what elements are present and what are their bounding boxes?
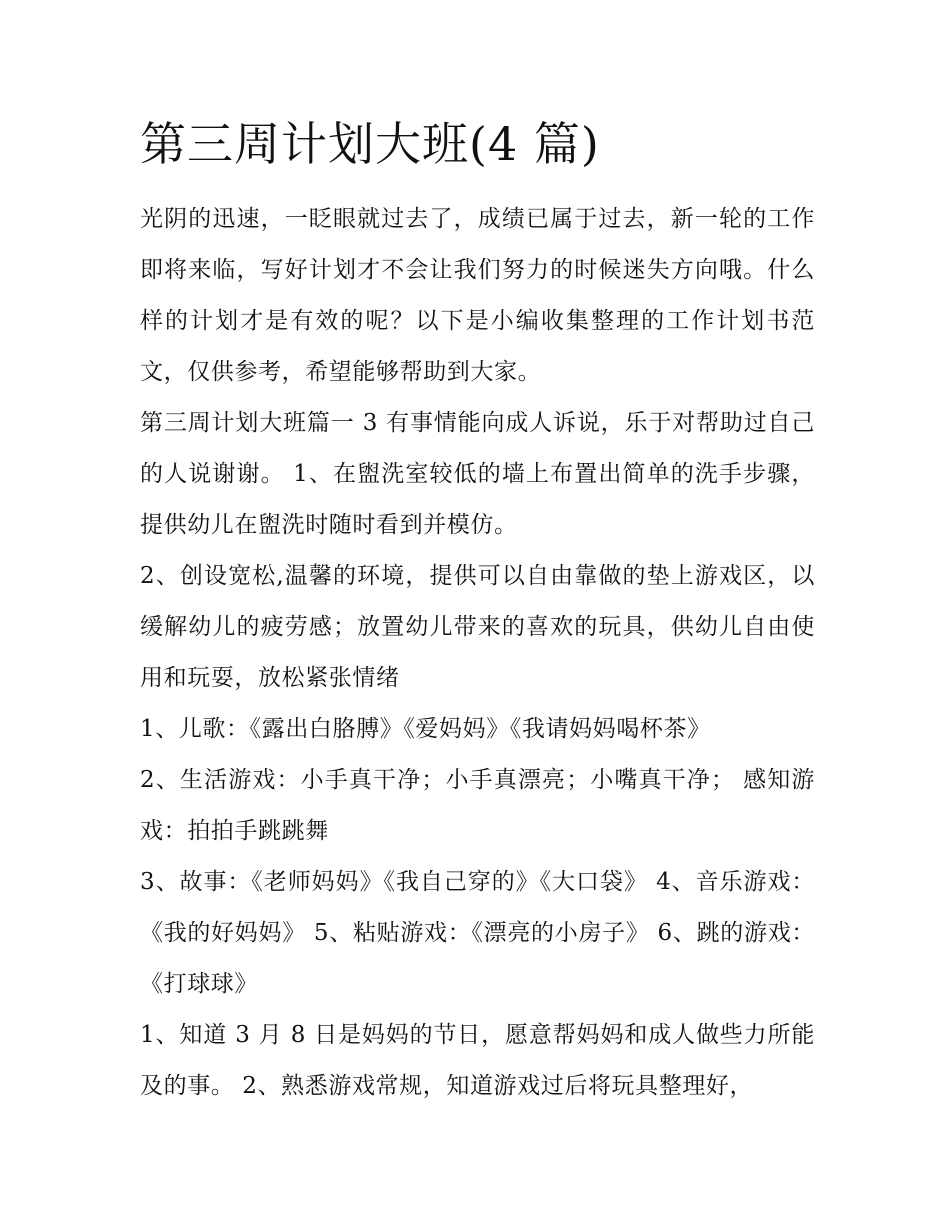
document-page — [140, 112, 815, 1112]
nursery-rhymes-item: 1、儿歌：《露出白胳膊》《爱妈妈》《我请妈妈喝杯茶》 — [140, 716, 711, 742]
document-title: 第三周计划大班(4 篇) — [140, 117, 600, 171]
goals-paragraph: 1、知道 3 月 8 日是妈妈的节日，愿意帮妈妈和成人做些力所能及的事。 2、熟悉游戏常规，知道游戏过后将玩具整理好， — [140, 1022, 815, 1099]
life-games-item: 2、生活游戏：小手真干净；小手真漂亮；小嘴真干净； 感知游戏：拍拍手跳跳舞 — [140, 767, 815, 844]
intro-paragraph: 光阴的迅速，一眨眼就过去了，成绩已属于过去，新一轮的工作即将来临，写好计划才不会让我们努力的时候迷失方向哦。什么样的计划才是有效的呢？以下是小编收集整理的工作计划书范文，仅供参考，希望能够帮助到大家。 — [140, 206, 815, 385]
stories-games-item: 3、故事：《老师妈妈》《我自己穿的》《大口袋》 4、音乐游戏：《我的好妈妈》 5、粘贴游戏：《漂亮的小房子》 6、跳的游戏：《打球球》 — [140, 869, 815, 997]
environment-paragraph: 2、创设宽松,温馨的环境，提供可以自由靠做的垫上游戏区，以缓解幼儿的疲劳感；放置幼儿带来的喜欢的玩具，供幼儿自由使用和玩耍，放松紧张情绪 — [140, 563, 815, 691]
plan-part-one-paragraph: 第三周计划大班篇一 3 有事情能向成人诉说，乐于对帮助过自己的人说谢谢。 1、在盥洗室较低的墙上布置出简单的洗手步骤，提供幼儿在盥洗时随时看到并模仿。 — [140, 410, 815, 538]
